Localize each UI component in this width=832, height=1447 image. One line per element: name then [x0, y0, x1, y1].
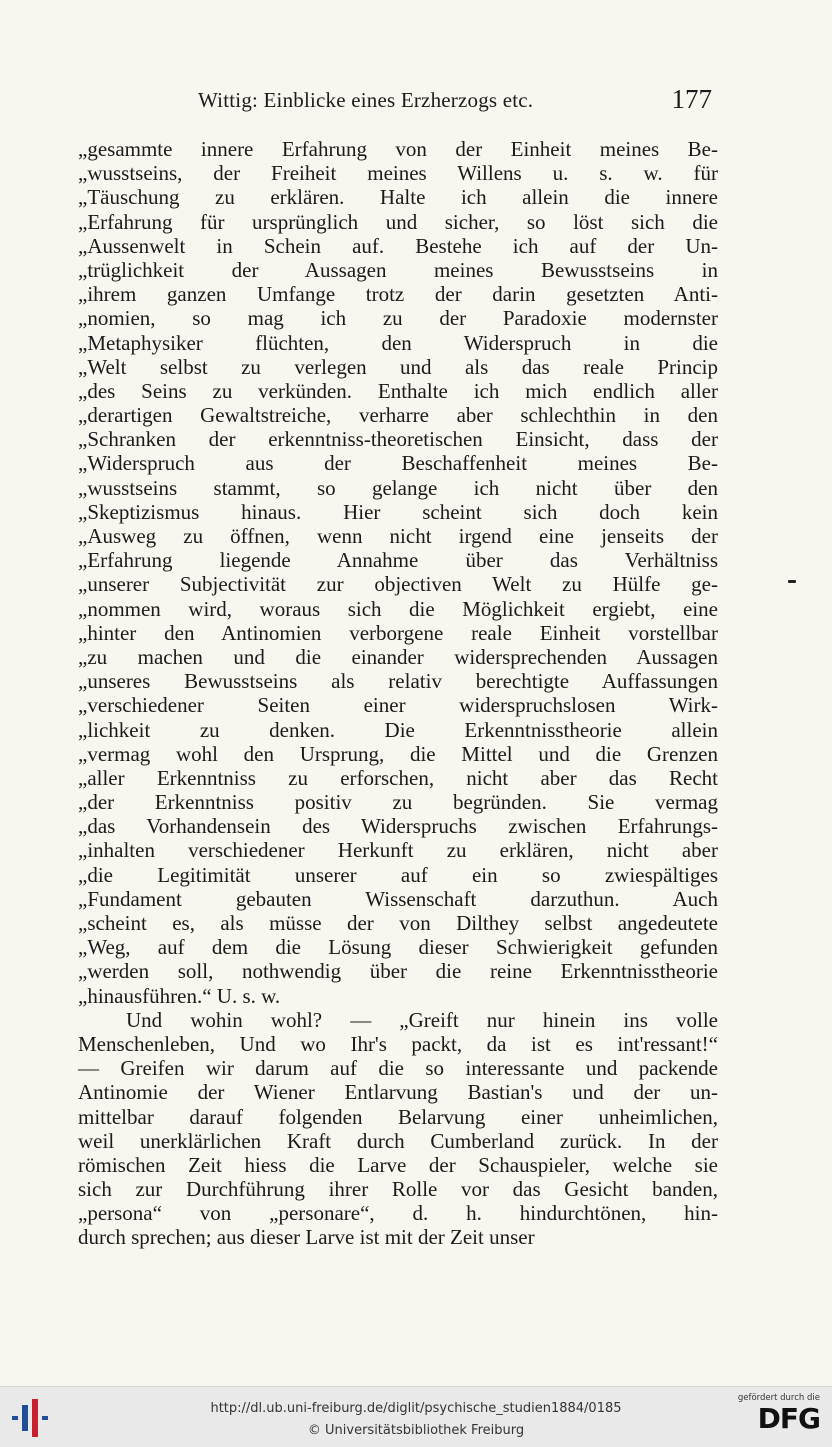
text-line: „Erfahrung liegende Annahme über das Verhältniss — [78, 548, 718, 573]
text-line: „der Erkenntniss positiv zu begründen. Sie vermag — [78, 790, 718, 815]
text-line: „lichkeit zu denken. Die Erkenntnisstheorie allein — [78, 717, 718, 742]
text-line: „vermag wohl den Ursprung, die Mittel und die Grenzen — [78, 741, 718, 766]
margin-mark — [788, 580, 796, 583]
text-line: „Ausweg zu öffnen, wenn nicht irgend eine jenseits der — [78, 524, 718, 548]
text-line: „Fundament gebauten Wissenschaft darzuthun. Auch — [78, 886, 718, 911]
text-line: „aller Erkenntniss zu erforschen, nicht aber das Recht — [78, 765, 718, 790]
text-line: „Welt selbst zu verlegen und als das reale Princip — [78, 354, 718, 379]
text-line: weil unerklärlichen Kraft durch Cumberland zurück. In der — [78, 1128, 718, 1153]
text-line: „zu machen und die einander widersprechenden Aussagen — [78, 644, 718, 669]
text-line: „trüglichkeit der Aussagen meines Bewusstseins in — [78, 257, 718, 282]
text-line: Und wohin wohl? — „Greift nur hinein ins volle — [126, 1007, 718, 1032]
text-line: „Weg, auf dem die Lösung dieser Schwierigkeit gefunden — [78, 935, 718, 960]
text-line: römischen Zeit hiess die Larve der Schauspieler, welche sie — [78, 1152, 718, 1177]
dfg-wordmark: DFG — [757, 1402, 820, 1435]
text-line: „inhalten verschiedener Herkunft zu erklären, nicht aber — [78, 838, 718, 863]
text-line: „verschiedener Seiten einer widerspruchslosen Wirk- — [78, 693, 718, 718]
permalink-url[interactable]: http://dl.ub.uni-freiburg.de/diglit/psychische_studien1884/0185 — [210, 1401, 622, 1416]
text-line: durch sprechen; aus dieser Larve ist mit der Zeit unser — [78, 1225, 535, 1250]
text-line: „des Seins zu verkünden. Enthalte ich mich endlich aller — [78, 378, 718, 403]
text-line: „Metaphysiker flüchten, den Widerspruch in die — [78, 330, 718, 355]
text-line: Antinomie der Wiener Entlarvung Bastian's und der un- — [78, 1080, 718, 1105]
copyright-notice: © Universitätsbibliothek Freiburg — [307, 1423, 525, 1438]
text-line: „gesammte innere Erfahrung von der Einheit meines Be- — [78, 137, 718, 161]
text-line: „das Vorhandensein des Widerspruchs zwischen Erfahrungs- — [78, 814, 718, 839]
text-line: „nomien, so mag ich zu der Paradoxie modernster — [78, 306, 718, 331]
text-line: „Skeptizismus hinaus. Hier scheint sich doch kein — [78, 499, 718, 524]
text-line: „Täuschung zu erklären. Halte ich allein die innere — [78, 185, 718, 210]
running-head-title: Wittig: Einblicke eines Erzherzogs etc. — [198, 88, 534, 112]
text-line: „Schranken der erkenntniss-theoretischen Einsicht, dass der — [78, 427, 718, 452]
text-line: „wusstseins stammt, so gelange ich nicht über den — [78, 475, 718, 500]
text-line: „Erfahrung für ursprünglich und sicher, so löst sich die — [78, 209, 718, 234]
text-line: — Greifen wir darum auf die so interessante und packende — [78, 1056, 718, 1081]
text-line: „werden soll, nothwendig über die reine Erkenntnisstheorie — [78, 959, 718, 984]
text-line: „derartigen Gewaltstreiche, verharre aber schlechthin in den — [78, 403, 718, 428]
text-line: „ihrem ganzen Umfange trotz der darin gesetzten Anti- — [78, 282, 718, 307]
text-line: „scheint es, als müsse der von Dilthey selbst angedeutete — [78, 911, 718, 935]
page-number: 177 — [671, 84, 712, 114]
text-line: sich zur Durchführung ihrer Rolle vor das Gesicht banden, — [78, 1177, 718, 1202]
text-line: Menschenleben, Und wo Ihr's packt, da ist es int'ressant!“ — [78, 1031, 718, 1056]
body-text — [78, 137, 718, 1250]
text-line: mittelbar darauf folgenden Belarvung einer unheimlichen, — [78, 1104, 718, 1129]
text-line: „unserer Subjectivität zur objectiven Welt zu Hülfe ge- — [78, 572, 718, 597]
viewer-footer — [0, 1386, 832, 1447]
text-line: „unseres Bewusstseins als relativ berechtigte Auffassungen — [78, 669, 718, 694]
text-line: „die Legitimität unserer auf ein so zwiespältiges — [78, 862, 718, 887]
dfg-logo-icon — [736, 1393, 820, 1443]
text-line: „Aussenwelt in Schein auf. Bestehe ich auf der Un- — [78, 233, 718, 258]
text-line: „Widerspruch aus der Beschaffenheit meines Be- — [78, 451, 718, 476]
text-line: „persona“ von „personare“, d. h. hindurchtönen, hin- — [78, 1201, 718, 1226]
text-line: „hinter den Antinomien verborgene reale Einheit vorstellbar — [78, 620, 718, 645]
text-line: „nommen wird, woraus sich die Möglichkeit ergiebt, eine — [78, 596, 718, 621]
running-head — [78, 84, 718, 116]
text-line: „hinausführen.“ U. s. w. — [78, 983, 281, 1008]
funding-note: gefördert durch die — [737, 1393, 820, 1403]
text-line: „wusstseins, der Freiheit meines Willens u. s. w. für — [78, 161, 718, 186]
